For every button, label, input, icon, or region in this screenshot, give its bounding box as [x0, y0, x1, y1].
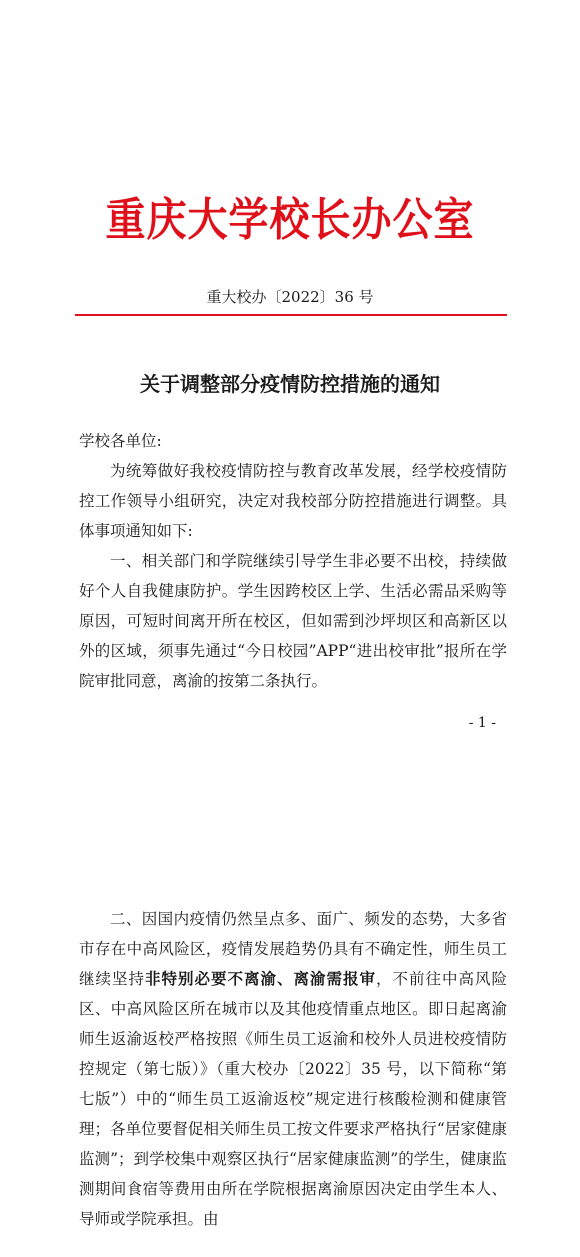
- paragraph-2: 一、相关部门和学院继续引导学生非必要不出校，持续做好个人自我健康防护。学生因跨校区上学、生活必需品采购等原因，可短时间离开所在校区，但如需到沙坪坝区和高新区以外的区域，须事先通过“今日校园”APP“进出校审批”报所在学院审批同意，离渝的按第二条执行。: [79, 552, 507, 690]
- paragraph-3-part2: ，不前往中高风险区、中高风险区所在城市以及其他疫情重点地区。即日起离渝师生返渝返校严格按照《师生员工返渝和校外人员进校疫情防控规定（第七版）》（重大校办〔2022〕35 号，以下简称“第七版”）中的“师生员工返渝返校”规定进行核酸检测和健康管理；各单位要督促相关师生员工按文件要求严格执行“居家健康监测”；到学校集中观察区执行“居家健康监测”的学生，健康监测期间食宿等费用由所在学院根据离渝原因决定由学生本人、导师或学院承担。由: [79, 970, 507, 1228]
- page-number: - 1 -: [468, 715, 496, 731]
- org-header: 重庆大学校长办公室: [105, 194, 475, 247]
- paragraph-3-part1: 二、因国内疫情仍然呈点多、面广、频发的态势，大多省市存在中高风险区，疫情发展趋势仍具有不确定性，师生员工继续坚持: [79, 910, 507, 988]
- header-divider: [75, 314, 507, 316]
- paragraph-1: 为统筹做好我校疫情防控与教育改革发展，经学校疫情防控工作领导小组研究，决定对我校部分防控措施进行调整。具体事项通知如下:: [79, 462, 507, 540]
- doc-number: 重大校办〔2022〕36 号: [206, 288, 374, 306]
- paragraph-3: [79, 904, 507, 1234]
- doc-title: 关于调整部分疫情防控措施的通知: [140, 372, 440, 396]
- paragraph-3-bold: 非特别必要不离渝、离渝需报审: [145, 970, 376, 988]
- salutation: 学校各单位:: [79, 432, 162, 450]
